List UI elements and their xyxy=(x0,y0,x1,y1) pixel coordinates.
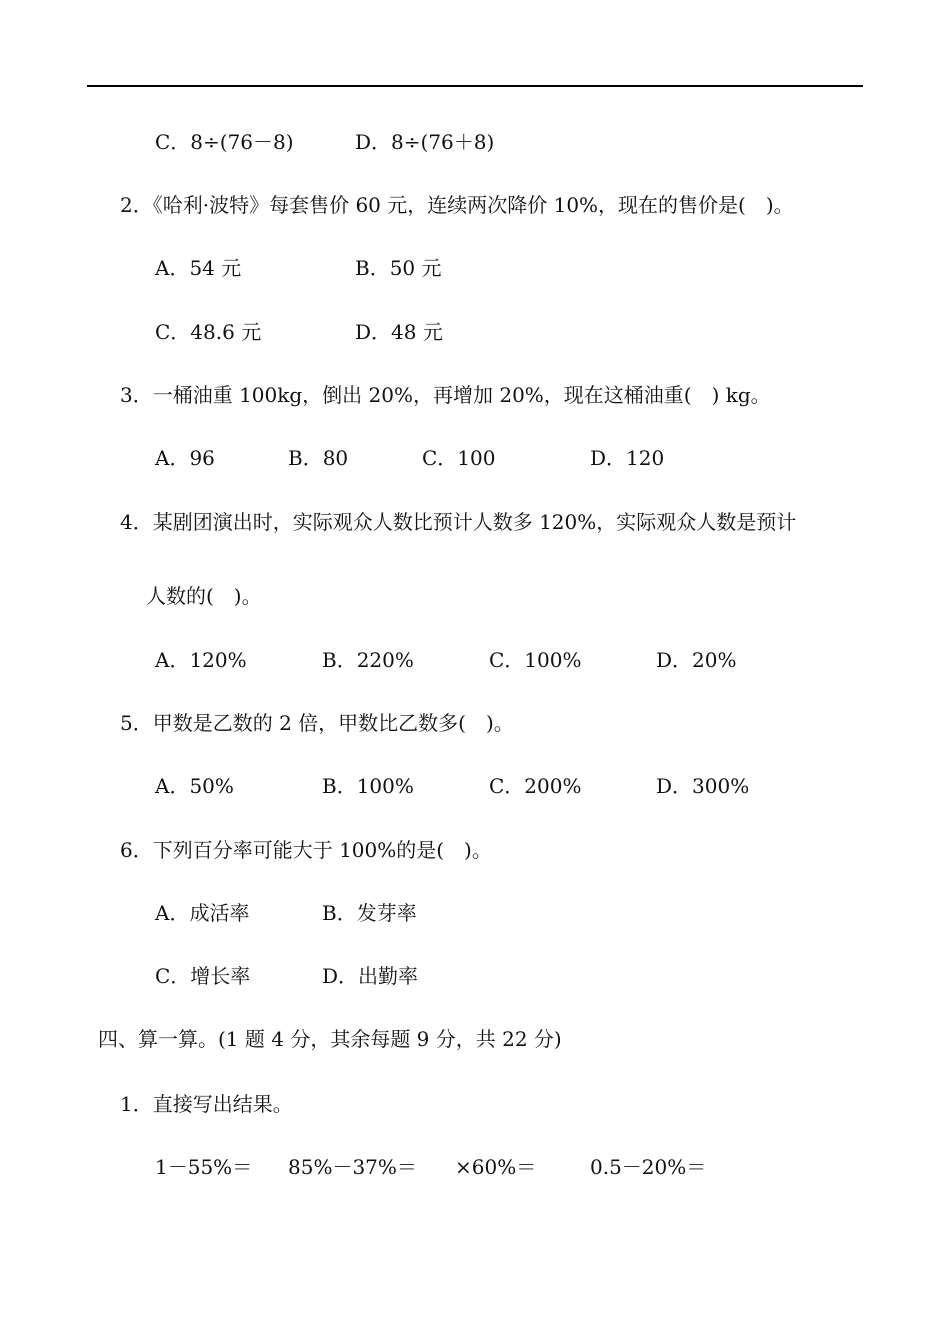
q6-option-b: B．发芽率 xyxy=(322,901,417,925)
q3-option-b: B．80 xyxy=(288,446,349,470)
q6-option-c: C．增长率 xyxy=(155,964,251,988)
q1-option-c: C．8÷(76－8) xyxy=(155,130,294,154)
q5-option-d: D．300% xyxy=(656,774,750,798)
q5-stem: 5．甲数是乙数的 2 倍，甲数比乙数多( )。 xyxy=(120,711,514,735)
q4-stem-line1: 4．某剧团演出时，实际观众人数比预计人数多 120%，实际观众人数是预计 xyxy=(120,510,797,534)
q5-option-a: A．50% xyxy=(155,774,234,798)
expression-4: 0.5－20%＝ xyxy=(590,1155,707,1179)
q2-stem: 2．《哈利·波特》每套售价 60 元，连续两次降价 10%，现在的售价是( )。 xyxy=(120,193,794,217)
q3-option-d: D．120 xyxy=(590,446,665,470)
q6-option-a: A．成活率 xyxy=(155,901,250,925)
q2-option-a: A．54 元 xyxy=(155,256,242,280)
header-rule xyxy=(87,85,863,87)
expression-1: 1－55%＝ xyxy=(155,1155,253,1179)
section4-q1-stem: 1．直接写出结果。 xyxy=(120,1092,293,1116)
q5-option-c: C．200% xyxy=(489,774,582,798)
expression-3: ×60%＝ xyxy=(455,1155,537,1179)
q5-option-b: B．100% xyxy=(322,774,414,798)
q4-option-b: B．220% xyxy=(322,648,414,672)
q4-option-c: C．100% xyxy=(489,648,582,672)
q2-option-c: C．48.6 元 xyxy=(155,320,262,344)
q4-option-d: D．20% xyxy=(656,648,737,672)
q6-option-d: D．出勤率 xyxy=(322,964,419,988)
q2-option-b: B．50 元 xyxy=(355,256,442,280)
section4-title: 四、算一算。(1 题 4 分，其余每题 9 分，共 22 分) xyxy=(98,1027,562,1051)
q3-option-c: C．100 xyxy=(422,446,496,470)
q6-stem: 6．下列百分率可能大于 100%的是( )。 xyxy=(120,838,492,862)
q3-stem: 3．一桶油重 100kg，倒出 20%，再增加 20%，现在这桶油重( ) kg。 xyxy=(120,383,771,407)
q2-option-d: D．48 元 xyxy=(355,320,443,344)
q1-option-d: D．8÷(76＋8) xyxy=(355,130,495,154)
expression-2: 85%－37%＝ xyxy=(288,1155,417,1179)
q4-option-a: A．120% xyxy=(155,648,247,672)
q4-stem-line2: 人数的( )。 xyxy=(146,584,262,608)
q3-option-a: A．96 xyxy=(155,446,215,470)
